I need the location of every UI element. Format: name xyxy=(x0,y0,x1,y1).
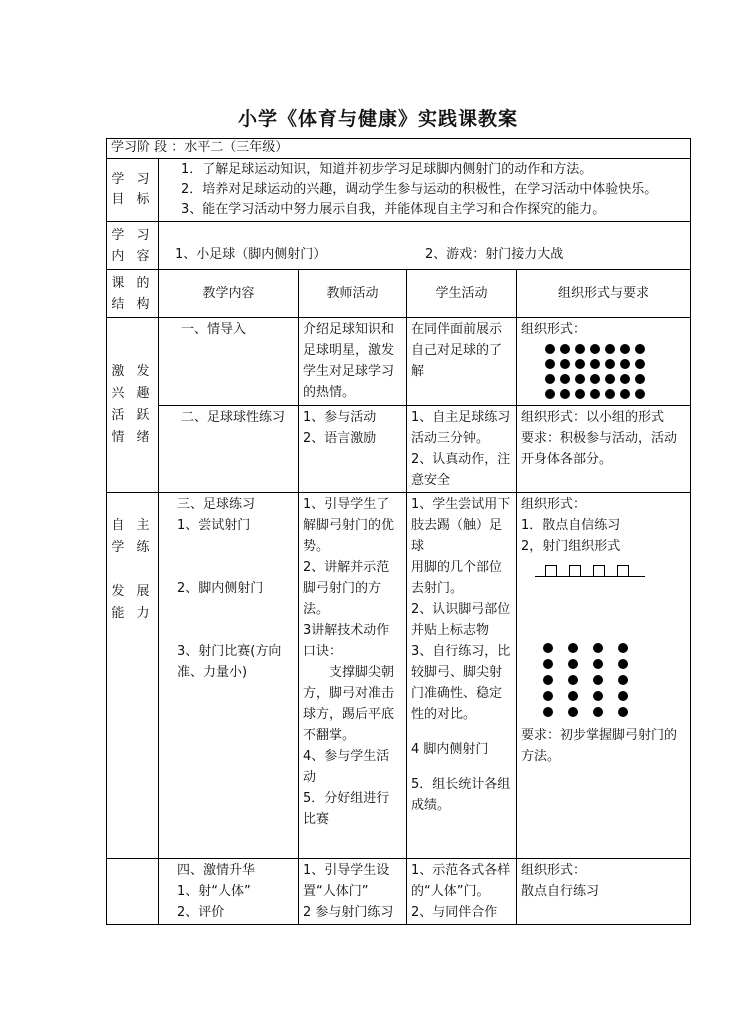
s2-teacher-2: 2、讲解并示范脚弓射门的方法。 xyxy=(303,560,390,617)
s1-r1-teacher: 介绍足球知识和足球明星，激发学生对足球学习的热情。 xyxy=(299,318,407,406)
s1-stage-2: 兴 趣 xyxy=(111,386,154,401)
dot xyxy=(568,707,578,717)
s2-teacher-5: 4、参与学生活动 xyxy=(303,749,390,785)
section1-row2 xyxy=(107,406,691,493)
goal-box xyxy=(617,565,629,577)
s2-stage-2: 学 练 xyxy=(111,540,154,555)
content-label-2: 内 容 xyxy=(111,248,154,264)
dot xyxy=(635,389,645,399)
dot xyxy=(568,691,578,701)
s2-teacher-4: 支撑脚尖朝方，脚弓对准击球方，踢后平底不翻掌。 xyxy=(303,665,395,743)
s2-teacher-1: 1、引导学生了解脚弓射门的优势。 xyxy=(303,497,395,554)
s2-org-1: 组织形式： xyxy=(521,497,587,512)
s2-student-5: 4 脚内侧射门 xyxy=(411,742,489,757)
s1-r1-content: 一、情导入 xyxy=(159,318,299,406)
column-formation xyxy=(543,643,686,717)
dot-formation xyxy=(545,344,686,399)
s2-student-3: 2、认识脚弓部位并贴上标志物 xyxy=(411,602,511,638)
s2-student-4: 3、自行练习，比较脚弓、脚尖射门准确性、稳定性的对比。 xyxy=(411,644,511,722)
dot xyxy=(618,659,628,669)
dot xyxy=(620,374,630,384)
dot xyxy=(590,344,600,354)
s2-org-2: 1．散点自信练习 xyxy=(521,518,621,533)
stage-value: 水平二（三年级） xyxy=(184,140,289,155)
objectives-label-2: 目 标 xyxy=(111,192,154,207)
dot xyxy=(590,359,600,369)
lesson-plan-table xyxy=(106,138,691,925)
objective-1: 1．了解足球运动知识，知道并初步学习足球脚内侧射门的动作和方法。 xyxy=(181,162,593,177)
s2-student-6: 5．组长统计各组成绩。 xyxy=(411,777,511,813)
s2-student-2: 用脚的几个部位去射门。 xyxy=(411,560,503,596)
dot xyxy=(605,359,615,369)
goal-box xyxy=(569,565,581,577)
dot xyxy=(568,675,578,685)
dot xyxy=(545,389,555,399)
s1-stage-4: 情 绪 xyxy=(111,430,154,445)
header-teaching: 教学内容 xyxy=(159,270,299,318)
s3-content-2: 1、射“人体” xyxy=(177,884,251,899)
s1-r2-student-2: 2、认真动作，注意安全 xyxy=(411,452,511,488)
s1-stage-3: 活 跃 xyxy=(111,408,154,423)
s3-content-1: 四、激情升华 xyxy=(177,863,256,878)
dot xyxy=(605,389,615,399)
dot xyxy=(618,675,628,685)
dot xyxy=(545,344,555,354)
dot xyxy=(618,691,628,701)
dot xyxy=(575,344,585,354)
content-row xyxy=(107,222,691,270)
s2-stage-1: 自 主 xyxy=(111,518,154,533)
dot xyxy=(593,659,603,669)
dot xyxy=(560,359,570,369)
dot xyxy=(575,359,585,369)
s2-teacher-3: 3讲解技术动作口诀： xyxy=(303,623,390,659)
s3-org-1: 组织形式： xyxy=(521,863,587,878)
s1-r2-org-2: 要求：积极参与活动，活动开身体各部分。 xyxy=(521,431,678,467)
s2-org-3: 2，射门组织形式 xyxy=(521,539,621,554)
dot xyxy=(575,374,585,384)
dot xyxy=(543,643,553,653)
goal-formation xyxy=(535,563,645,577)
s1-r2-teacher-2: 2、语言激励 xyxy=(303,431,377,446)
dot xyxy=(575,389,585,399)
s3-student-2: 2、与同伴合作 xyxy=(411,905,498,920)
s2-student-1: 1、学生尝试用下肢去踢（触）足球 xyxy=(411,497,511,554)
content-item-2: 2、游戏：射门接力大战 xyxy=(425,247,564,262)
objective-3: 3、能在学习活动中努力展示自我，并能体现自主学习和合作探究的能力。 xyxy=(181,202,606,217)
s1-r2-content: 二、足球球性练习 xyxy=(159,406,299,493)
content-label-1: 学 习 xyxy=(111,227,154,243)
dot xyxy=(635,359,645,369)
dot xyxy=(635,374,645,384)
section2-row xyxy=(107,493,691,859)
s2-stage-4: 能 力 xyxy=(111,606,154,621)
dot xyxy=(618,707,628,717)
section3-row xyxy=(107,859,691,925)
header-teacher: 教师活动 xyxy=(299,270,407,318)
dot xyxy=(560,374,570,384)
s3-teacher-2: 2 参与射门练习 xyxy=(303,905,394,920)
s3-student-1: 1、示范各式各样的“人体”门。 xyxy=(411,863,511,899)
objectives-label-1: 学 习 xyxy=(111,172,154,187)
section1-row1 xyxy=(107,318,691,406)
s1-r1-org: 组织形式： xyxy=(521,322,587,337)
dot xyxy=(543,675,553,685)
s2-stage-3: 发 展 xyxy=(111,584,154,599)
dot xyxy=(620,359,630,369)
dot xyxy=(590,374,600,384)
s3-teacher-1: 1、引导学生设置“人体门” xyxy=(303,863,390,899)
dot xyxy=(593,643,603,653)
header-row xyxy=(107,270,691,318)
dot xyxy=(568,643,578,653)
s2-teacher-6: 5．分好组进行比赛 xyxy=(303,791,390,827)
dot xyxy=(593,707,603,717)
objective-2: 2．培养对足球运动的兴趣，调动学生参与运动的积极性，在学习活动中体验快乐。 xyxy=(181,182,658,197)
dot xyxy=(543,691,553,701)
dot xyxy=(593,675,603,685)
structure-label-2: 结 构 xyxy=(111,296,154,312)
content-item-1: 1、小足球（脚内侧射门） xyxy=(175,247,327,262)
s2-content-3: 2、脚内侧射门 xyxy=(177,581,264,596)
s3-content-3: 2、评价 xyxy=(177,905,225,920)
dot xyxy=(560,344,570,354)
s3-org-2: 散点自行练习 xyxy=(521,884,600,899)
s2-content-4: 3、射门比赛(方向准、力量小) xyxy=(177,644,282,680)
dot xyxy=(543,707,553,717)
s1-r2-student-1: 1、自主足球练习活动三分钟。 xyxy=(411,410,511,446)
dot xyxy=(543,659,553,669)
objectives-row xyxy=(107,159,691,222)
dot xyxy=(605,344,615,354)
dot xyxy=(605,374,615,384)
s1-r2-teacher-1: 1、参与活动 xyxy=(303,410,377,425)
dot xyxy=(620,344,630,354)
s2-org-4: 要求：初步掌握脚弓射门的方法。 xyxy=(521,728,678,764)
dot xyxy=(545,359,555,369)
dot xyxy=(618,643,628,653)
s1-stage-1: 激 发 xyxy=(111,364,154,379)
s2-content-1: 三、足球练习 xyxy=(177,497,256,512)
header-org: 组织形式与要求 xyxy=(517,270,691,318)
dot xyxy=(593,691,603,701)
page-title: 小学《体育与健康》实践课教案 xyxy=(237,108,518,130)
goal-box xyxy=(545,565,557,577)
header-student: 学生活动 xyxy=(407,270,517,318)
dot xyxy=(545,374,555,384)
s1-r2-org-1: 组织形式：以小组的形式 xyxy=(521,410,665,425)
dot xyxy=(568,659,578,669)
stage-label: 学习阶 段 ： xyxy=(111,140,185,155)
dot xyxy=(635,344,645,354)
dot xyxy=(620,389,630,399)
s2-content-2: 1、尝试射门 xyxy=(177,518,251,533)
goal-box xyxy=(593,565,605,577)
structure-label-1: 课 的 xyxy=(111,275,154,291)
dot xyxy=(560,389,570,399)
stage-row xyxy=(107,139,691,159)
s1-r1-student: 在同伴面前展示自己对足球的了解 xyxy=(407,318,517,406)
dot xyxy=(590,389,600,399)
